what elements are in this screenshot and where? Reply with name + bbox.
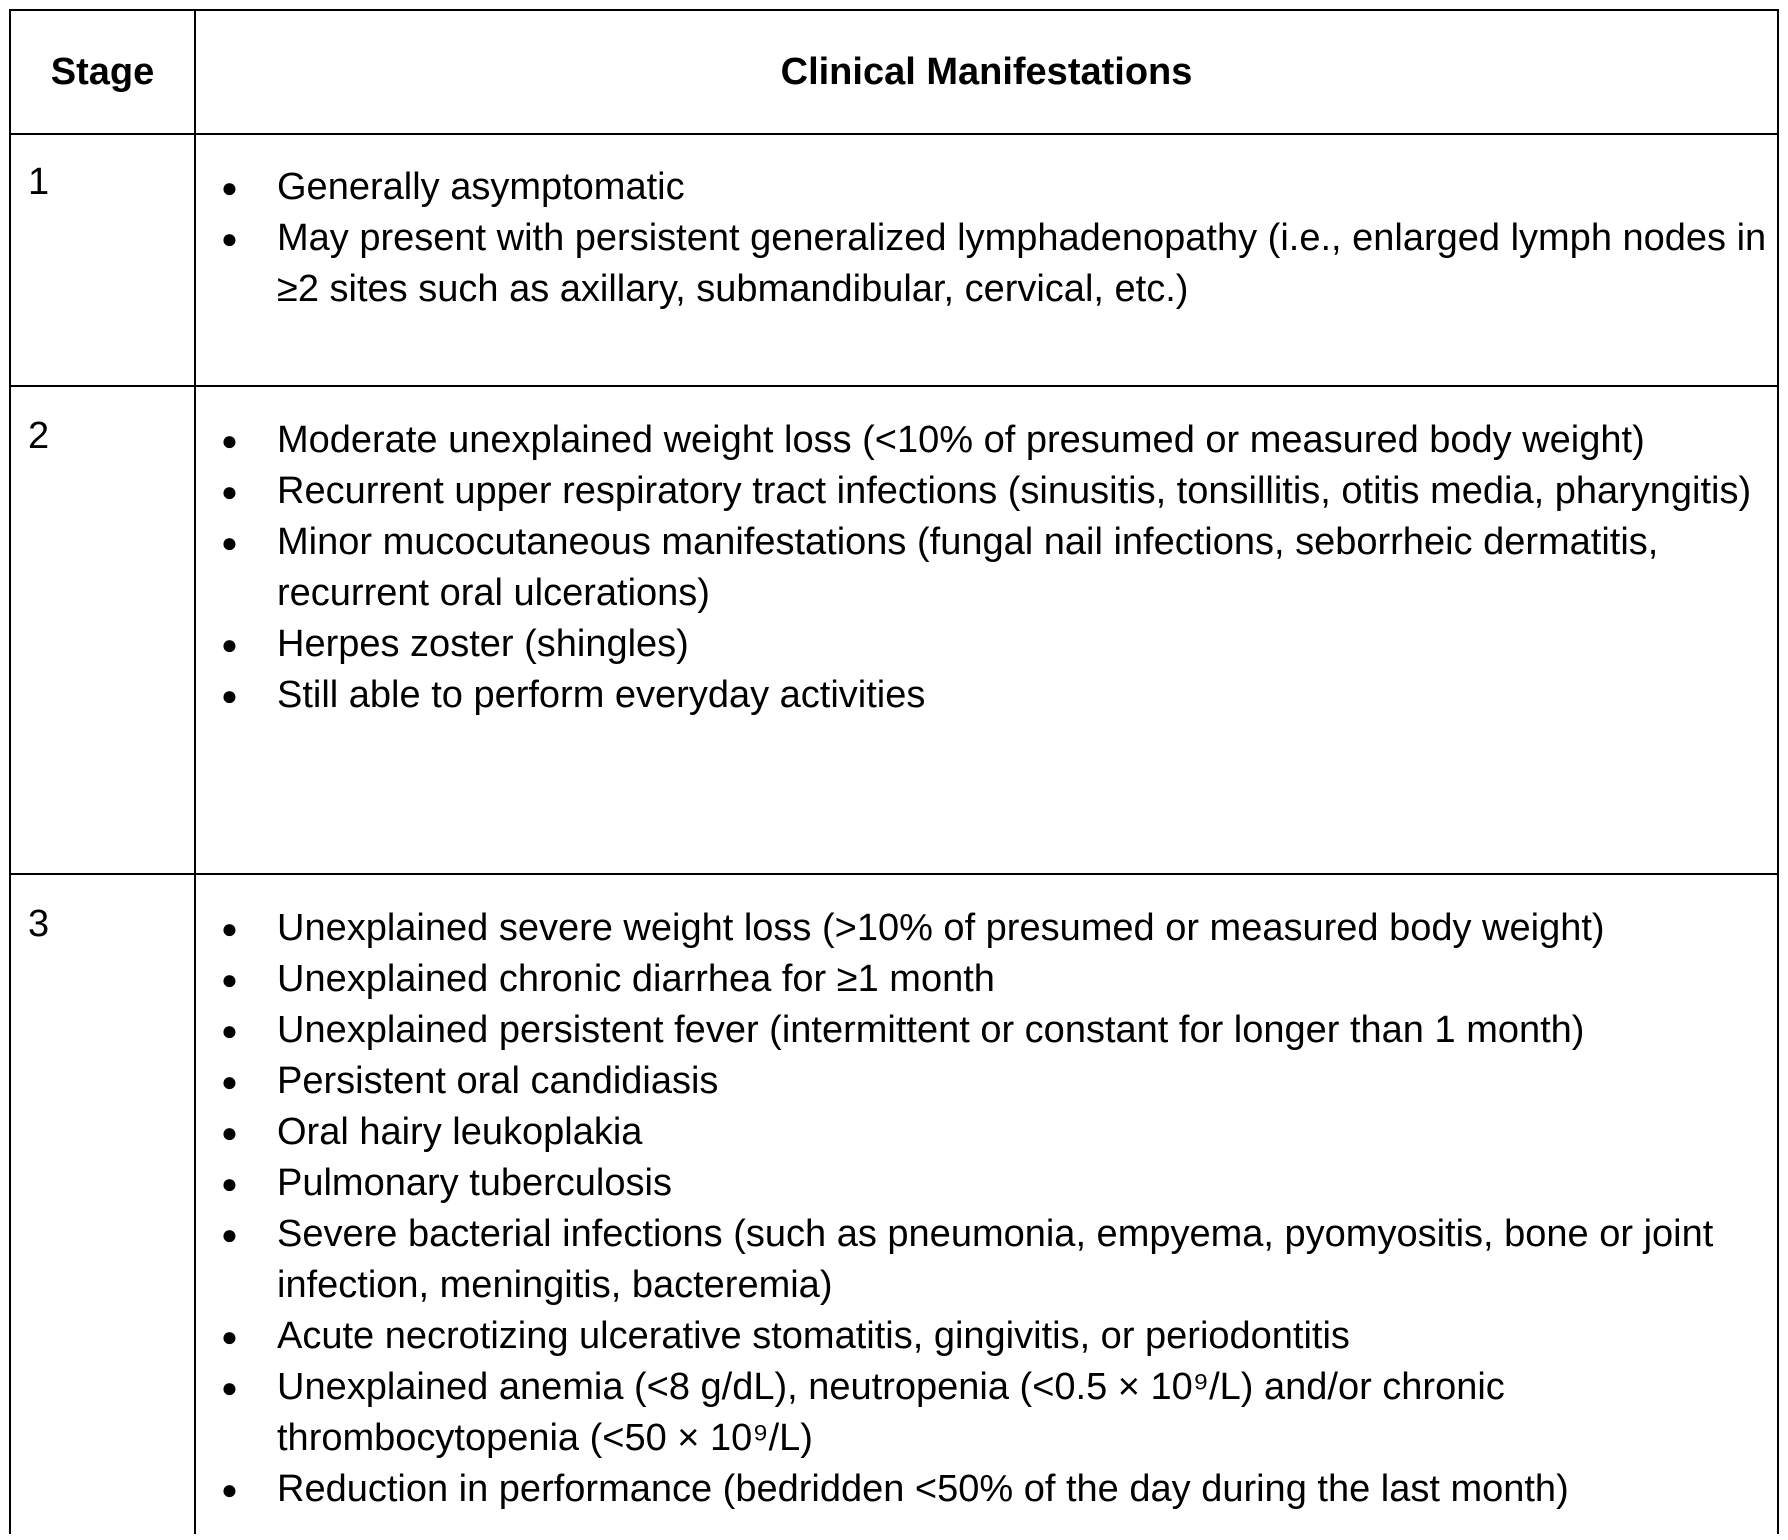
bullet-icon: ● (221, 913, 238, 944)
list-item: ● Unexplained anemia (<8 g/dL), neutropenia (<0.5 × 10⁹/L) and/or chronic thrombocytopenia (<50 × 10⁹/L) (217, 1362, 1769, 1464)
list-item: ● Persistent oral candidiasis (217, 1056, 1769, 1107)
header-stage: Stage (50, 50, 155, 93)
stage-number: 2 (28, 415, 50, 457)
bullet-icon: ● (221, 1321, 238, 1352)
bullet-icon: ● (221, 172, 238, 203)
bullet-icon: ● (221, 527, 238, 558)
table-row (11, 387, 1777, 875)
bullet-icon: ● (221, 1117, 238, 1148)
bullet-icon: ● (221, 476, 238, 507)
manifestation-list (217, 903, 1769, 1515)
list-item: ● Acute necrotizing ulcerative stomatitis, gingivitis, or periodontitis (217, 1311, 1769, 1362)
list-item: ● Unexplained severe weight loss (>10% of presumed or measured body weight) (217, 903, 1769, 954)
stage-table (9, 9, 1779, 1534)
list-item: ● Unexplained persistent fever (intermittent or constant for longer than 1 month) (217, 1005, 1769, 1056)
manifestation-list (217, 162, 1769, 315)
table-header-row (11, 11, 1777, 135)
list-item: ● Moderate unexplained weight loss (<10% of presumed or measured body weight) (217, 415, 1769, 466)
list-item: ● Recurrent upper respiratory tract infections (sinusitis, tonsillitis, otitis media, pharyngitis) (217, 466, 1769, 517)
bullet-icon: ● (221, 1372, 238, 1403)
list-item: ● May present with persistent generalized lymphadenopathy (i.e., enlarged lymph nodes in ≥2 sites such as axillary, submandibular, cervical, etc.) (217, 213, 1769, 315)
bullet-icon: ● (221, 223, 238, 254)
list-item: ● Minor mucocutaneous manifestations (fungal nail infections, seborrheic dermatitis, recurrent oral ulcerations) (217, 517, 1769, 619)
bullet-icon: ● (221, 1219, 238, 1250)
bullet-icon: ● (221, 1015, 238, 1046)
bullet-icon: ● (221, 1066, 238, 1097)
list-item: ● Unexplained chronic diarrhea for ≥1 month (217, 954, 1769, 1005)
table-row (11, 875, 1777, 1540)
list-item: ● Pulmonary tuberculosis (217, 1158, 1769, 1209)
bullet-icon: ● (221, 964, 238, 995)
bullet-icon: ● (221, 425, 238, 456)
list-item: ● Herpes zoster (shingles) (217, 619, 1769, 670)
list-item: ● Still able to perform everyday activities (217, 670, 1769, 721)
list-item: ● Severe bacterial infections (such as pneumonia, empyema, pyomyositis, bone or joint infection, meningitis, bacteremia) (217, 1209, 1769, 1311)
table-row (11, 135, 1777, 387)
stage-number: 3 (28, 903, 50, 945)
bullet-icon: ● (221, 629, 238, 660)
bullet-icon: ● (221, 680, 238, 711)
bullet-icon: ● (221, 1474, 238, 1505)
list-item: ● Generally asymptomatic (217, 162, 1769, 213)
list-item: ● Reduction in performance (bedridden <50% of the day during the last month) (217, 1464, 1769, 1515)
manifestation-list (217, 415, 1769, 721)
header-clinical-manifestations: Clinical Manifestations (780, 50, 1193, 93)
stage-number: 1 (28, 161, 50, 203)
list-item: ● Oral hairy leukoplakia (217, 1107, 1769, 1158)
bullet-icon: ● (221, 1168, 238, 1199)
